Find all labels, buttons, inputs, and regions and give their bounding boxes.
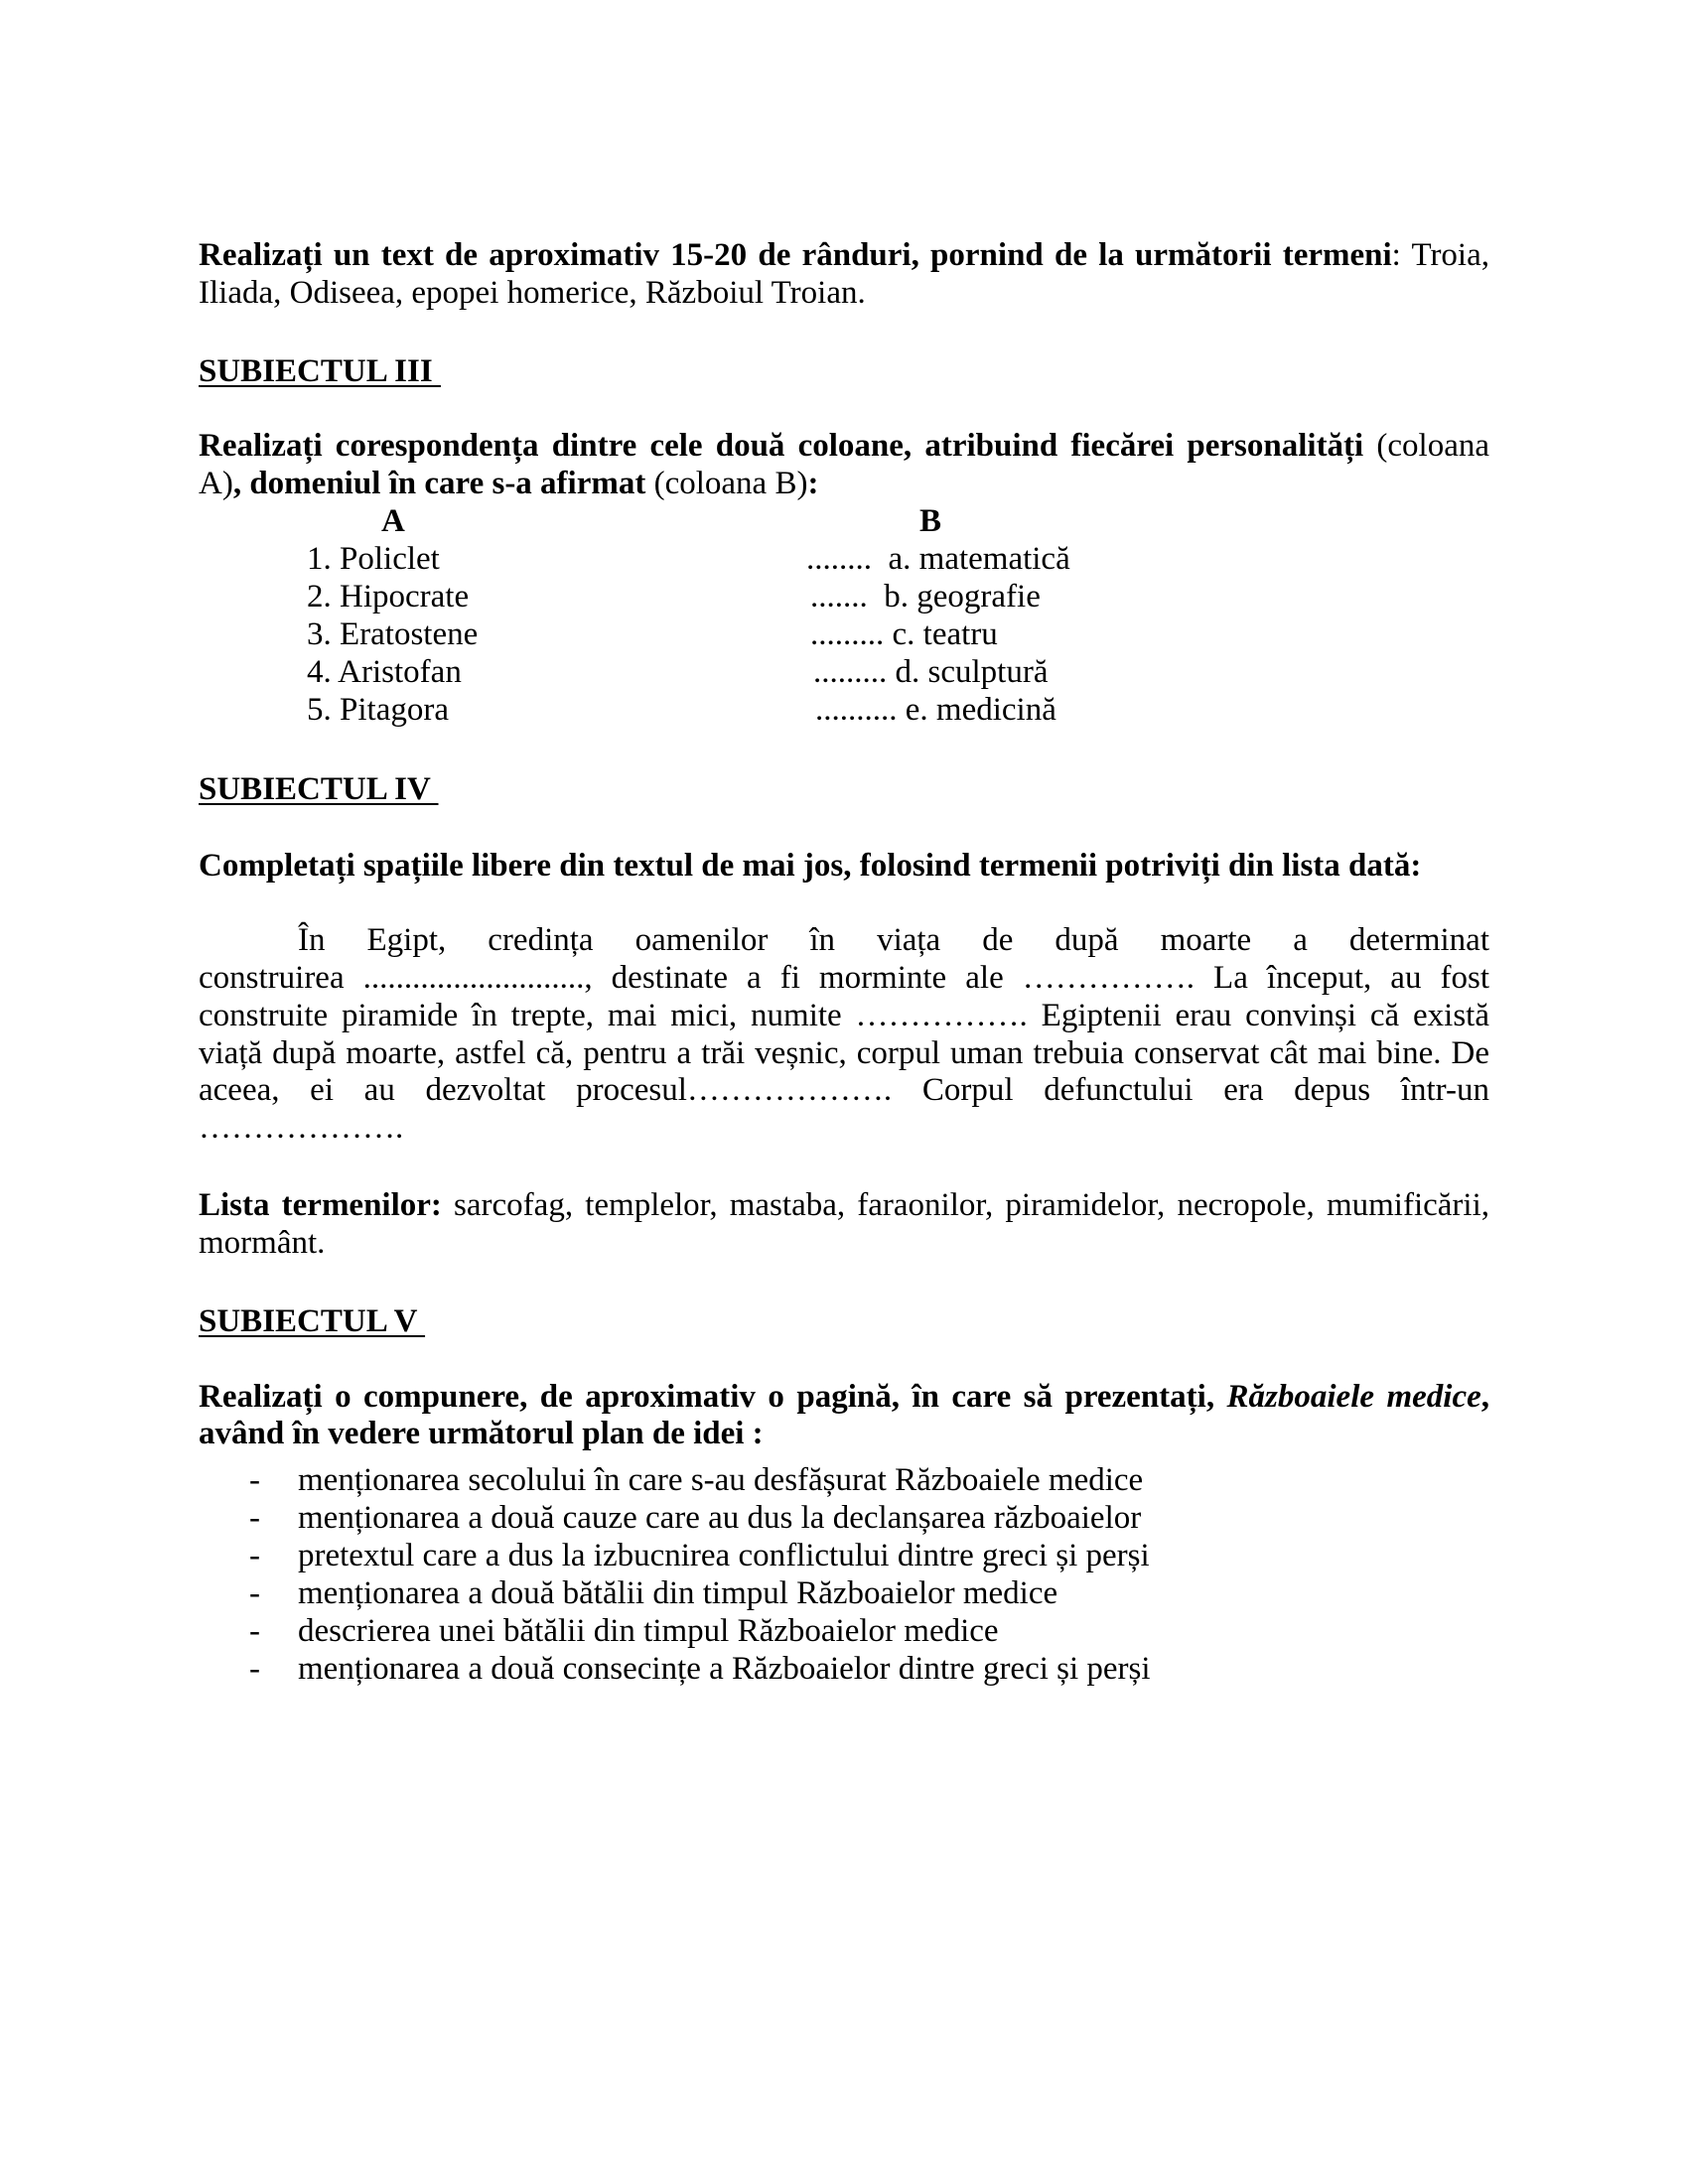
bullet-dash-icon: - xyxy=(249,1575,260,1611)
terms-list-label: Lista termenilor: xyxy=(199,1187,442,1223)
column-b-item: ........ a. matematică xyxy=(806,541,1070,577)
matching-instruction-line-1 xyxy=(199,427,1489,465)
column-b-item: ......... d. sculptură xyxy=(813,654,1049,690)
section-heading-iii xyxy=(199,352,1489,390)
matching-instruction-normal: (coloana xyxy=(1363,428,1489,464)
paragraph-line: construirea ..........................., destinate a fi morminte ale ……………. La început, au fost xyxy=(199,960,1489,996)
matching-instruction-a: A) xyxy=(199,466,233,501)
matching-instruction-domain: , domeniul în care s-a afirmat xyxy=(232,466,646,501)
section-heading-iv xyxy=(199,770,1489,808)
column-b-header: B xyxy=(919,503,942,539)
plan-item: pretextul care a dus la izbucnirea conflictului dintre greci și perși xyxy=(298,1538,1150,1573)
plan-item: descrierea unei bătălii din timpul Războaielor medice xyxy=(298,1613,999,1649)
matching-instruction-bold: Realizați corespondența dintre cele două coloane, atribuind fiecărei personalități xyxy=(199,428,1364,464)
essay-terms-line-2: Iliada, Odiseea, epopei homerice, Războiul Troian. xyxy=(199,275,866,311)
terms-list-line-2: mormânt. xyxy=(199,1225,326,1261)
fill-blanks-instruction: Completați spațiile libere din textul de mai jos, folosind termenii potriviți din lista dată: xyxy=(199,848,1422,884)
column-b-item: .......... e. medicină xyxy=(815,692,1056,728)
essay-v-comma: , xyxy=(1480,1379,1489,1415)
bullet-dash-icon: - xyxy=(249,1613,260,1649)
bullet-dash-icon: - xyxy=(249,1651,260,1687)
paragraph-line: construite piramide în trepte, mai mici, numite ……………. Egiptenii erau convinși că există xyxy=(199,998,1489,1033)
column-a-item: 2. Hipocrate xyxy=(307,579,470,614)
plan-item: menționarea a două cauze care au dus la declanșarea războaielor xyxy=(298,1500,1142,1536)
essay-v-instruction-bold: Realizați o compunere, de aproximativ o pagină, în care să prezentați, xyxy=(199,1379,1227,1415)
paragraph-line: În Egipt, credința oamenilor în viața de după moarte a determinat xyxy=(298,922,1489,958)
column-b-item: ....... b. geografie xyxy=(810,579,1041,614)
plan-item: menționarea a două bătălii din timpul Războaielor medice xyxy=(298,1575,1058,1611)
essay-terms-start: : Troia, xyxy=(1391,237,1489,273)
terms-list-line-1 xyxy=(199,1186,1489,1224)
essay-instruction-bold: Realizați un text de aproximativ 15-20 de rânduri, pornind de la următorii termeni xyxy=(199,237,1392,273)
plan-item: menționarea a două consecințe a Războaielor dintre greci și perși xyxy=(298,1651,1151,1687)
matching-instruction-col-b: (coloana B) xyxy=(645,466,808,501)
column-a-item: 4. Aristofan xyxy=(307,654,462,690)
section-heading-v xyxy=(199,1302,1489,1340)
section-heading-iii-text: SUBIECTUL III xyxy=(199,353,441,389)
matching-instruction-line-2 xyxy=(199,465,1489,502)
plan-item: menționarea secolului în care s-au desfășurat Războaiele medice xyxy=(298,1462,1144,1498)
bullet-dash-icon: - xyxy=(249,1462,260,1498)
column-b-item: ......... c. teatru xyxy=(810,616,998,652)
column-a-item: 1. Policlet xyxy=(307,541,440,577)
matching-instruction-colon: : xyxy=(807,466,819,501)
column-a-item: 3. Eratostene xyxy=(307,616,479,652)
paragraph-line: aceea, ei au dezvoltat procesul………………. Corpul defunctului era depus într-un xyxy=(199,1072,1489,1108)
essay-v-topic: Războaiele medice xyxy=(1226,1379,1481,1415)
terms-list-values: sarcofag, templelor, mastaba, faraonilor, piramidelor, necropole, mumificării, xyxy=(441,1187,1489,1223)
paragraph-line: ………………. xyxy=(199,1110,404,1146)
bullet-dash-icon: - xyxy=(249,1538,260,1573)
section-heading-v-text: SUBIECTUL V xyxy=(199,1303,426,1339)
essay-v-instruction-line-1 xyxy=(199,1378,1489,1416)
section-heading-iv-text: SUBIECTUL IV xyxy=(199,771,439,807)
column-a-header: A xyxy=(381,503,405,539)
essay-v-instruction-line-2: având în vedere următorul plan de idei : xyxy=(199,1416,764,1451)
column-a-item: 5. Pitagora xyxy=(307,692,449,728)
bullet-dash-icon: - xyxy=(249,1500,260,1536)
paragraph-line: viață după moarte, astfel că, pentru a trăi veșnic, corpul uman trebuia conservat cât mai bine. De xyxy=(199,1035,1489,1071)
essay-instruction-line-1 xyxy=(199,236,1489,274)
